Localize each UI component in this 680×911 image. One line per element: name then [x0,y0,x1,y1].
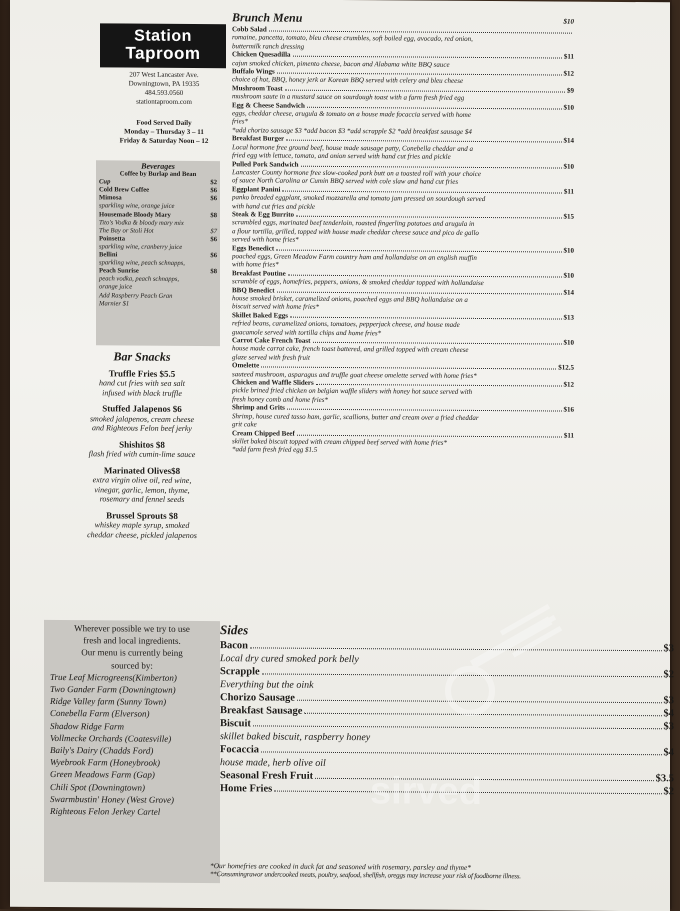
brunch-item-desc: fried egg with lettuce, tomato, and onion served with hand cut fries and pickle [232,151,451,161]
hours-line: Monday – Thursday 3 – 11 [124,127,204,137]
brunch-item-desc: of sauce North Carolina or Cumin BBQ served with cole slaw and hand cut fries [232,176,459,187]
snack-desc: extra virgin olive oil, red wine, [92,475,192,485]
brunch-item-name: Mushroom Toast [232,84,283,93]
dot-leader [307,105,562,109]
side-item-row [220,782,674,798]
side-item-desc: house made, herb olive oil [220,757,326,769]
source-farm: Two Gander Farm (Downingtown) [50,683,176,695]
brunch-item-price: $14 [563,136,574,145]
brunch-item-price: $10 [563,271,574,280]
brunch-item-desc: a flour tortilla, grilled, topped with house made cheddar cheese sauce and pico de gallo [232,226,479,237]
brunch-item-name: Breakfast Poutine [232,269,286,278]
restaurant-logo [100,23,226,68]
side-item-price: $3 [663,695,674,707]
brunch-item-desc: with hand cut fries and pickle [232,201,316,211]
dot-leader [285,88,565,92]
dot-leader [253,724,662,729]
brunch-item-price: $15 [563,212,574,221]
dot-leader [261,366,556,370]
dot-leader [296,215,561,219]
sources-intro: fresh and local ingredients. [83,635,181,647]
brunch-menu-section [232,10,574,456]
brunch-item-desc: skillet baked biscuit topped with cream chipped beef served with home fries* [232,437,447,447]
brunch-item-desc: scramble of eggs, homefries, peppers, onions, & smoked cheddar topped with hollandaise [232,277,484,288]
dot-leader [293,55,562,59]
brunch-item-name: Egg & Cheese Sandwich [232,100,305,110]
bev-row: Cold Brew Coffee $6 [99,186,217,195]
dot-leader [288,273,562,277]
brunch-item-desc: house made carrot cake, french toast battered, and grilled topped with cream cheese [232,344,469,355]
brunch-item-desc: mushroom saute in a mustard sauce on sourdough toast with a farm fresh fried egg [232,92,465,103]
footer-note: *Our homefries are cooked in duck fat and seasoned with rosemary, parsley and thyme* [210,861,471,872]
brunch-item-desc: panko breaded eggplant, smoked mozzarella and tomato jam pressed on sourdough served [232,193,486,204]
side-item-price: $3 [663,643,674,655]
address-web: stationtaproom.com [136,97,192,106]
bev-row: Peach Sunrise $8 [99,267,217,276]
bev-desc: sparkling wine, orange juice [99,202,175,211]
brunch-item-price: $10 [563,103,574,112]
brunch-item-desc: choice of hot, BBQ, honey jerk or Korean BBQ served with celery and bleu cheese [232,75,464,86]
dot-leader [304,712,661,716]
brunch-item-desc: pickle brined fried chicken on belgian waffle sliders with honey hot sauce served with [232,386,473,397]
footer-note: **Consumingrawor undercooked meats, poultry, seafood, shellfish, oreggs may increase your risk of foodborne illness. [210,870,521,881]
brunch-item-desc: Shrimp, house cured tasso ham, garlic, scallions, butter and cream over a fried cheddar [232,411,479,422]
snack-item [68,369,216,399]
brunch-item-desc: Lancaster County hormone free slow-cooked pork butt on a toasted roll with your choice [232,168,481,178]
source-farm: True Leaf Microgreens(Kimberton) [50,671,177,683]
brunch-item-desc: cajun smoked chicken, pimento cheese, bacon and Alabama white BBQ sauce [232,58,450,69]
brunch-item-price: $12 [563,69,574,78]
sides-title: Sides [220,622,249,638]
side-item-name: Scrapple [220,666,260,678]
hours-block [100,118,228,146]
brunch-item-desc: biscuit served with home fries* [232,302,320,312]
snack-name: Truffle Fries $5.5 [108,367,176,379]
brunch-item-price: $9 [567,86,574,95]
dot-leader [297,699,662,704]
brunch-item-name: Skillet Baked Eggs [232,311,289,320]
hours-line: Friday & Saturday Noon – 12 [119,136,209,146]
sources-intro: sourced by: [111,660,153,671]
brunch-item-name: Chicken and Waffle Sliders [232,378,314,387]
brunch-item-name: Steak & Egg Burrito [232,210,295,219]
source-farm: Shadow Ridge Farm [50,720,124,732]
address-city: Downingtown, PA 19335 [128,79,200,89]
snack-desc: and Righteous Felon beef jerky [92,423,192,433]
dot-leader [297,433,562,437]
brunch-item-price: $10 [563,246,574,255]
source-farm: Swarmbustin' Honey (West Grove) [50,793,174,805]
bev-desc: sparkling wine, peach schnapps, [99,259,185,268]
bar-snacks-section [68,348,216,617]
snack-desc: whiskey maple syrup, smoked [94,520,190,530]
source-farm: Righteous Felon Jerkey Cartel [50,806,161,817]
sources-box [44,620,220,883]
footer-notes [210,861,680,882]
logo-line-1: Station [134,27,192,45]
side-item-price: $3 [663,721,674,733]
brunch-item-name: Eggplant Panini [232,184,281,194]
brunch-item-desc: served with home fries* [232,235,299,244]
brunch-item-price: $11 [563,431,574,440]
bev-desc: orange juice [99,283,133,291]
snack-name: Brussel Sprouts $8 [106,509,178,521]
address-block [100,70,228,107]
snack-desc: infused with black truffle [102,387,182,398]
address-street: 207 West Lancaster Ave. [129,70,199,80]
snack-item [68,404,216,434]
bev-row: The Bay or Stoli Hot $7 [99,227,217,235]
side-item-name: Home Fries [220,783,273,795]
brunch-item-desc: *add chorizo sausage $3 *add bacon $3 *add scrapple $2 *add breakfast sausage $4 [232,126,472,136]
brunch-item-name: BBQ Benedict [232,285,275,295]
side-item-price: $4 [663,708,674,720]
bev-desc: Marnier $1 [99,299,130,308]
brunch-item-desc: Local hormone free ground beef, house made sausage patty, Conebella cheddar and a [232,142,473,153]
dot-leader [316,383,562,387]
snack-desc: rosemary and fennel seeds [99,494,185,504]
dot-leader [315,777,653,781]
dot-leader [262,672,662,677]
brunch-item-desc: *add farm fresh fried egg $1.5 [232,445,318,455]
brunch-item-price: $11 [563,52,574,61]
coffee-title: Coffee by Burlap and Bean [119,170,197,179]
brunch-title: Brunch Menu [232,10,303,25]
dot-leader [276,248,561,252]
dot-leader [261,750,661,755]
snack-desc: hand cut fries with sea salt [99,378,185,388]
snack-name: Stuffed Jalapenos $6 [102,403,182,414]
brunch-item-price: $16 [563,405,574,414]
brunch-item-desc: grit cake [232,420,257,429]
brunch-item-desc: refried beans, caramelized onions, tomatoes, pepperjack cheese, and house made [232,319,460,330]
snack-item [68,440,216,460]
brunch-item-name: Eggs Benedict [232,243,275,253]
brunch-item-price: $10 [563,162,574,171]
brunch-item-desc: poached eggs, Green Meadow Farm country ham and hollandaise on an english muffin [232,252,477,262]
snack-item [68,466,216,505]
side-item-price: $2 [663,786,674,798]
side-item-name: Seasonal Fresh Fruit [220,770,314,782]
brunch-item-price: $12.5 [558,363,574,372]
side-item-price: $2 [663,669,674,681]
snack-desc: smoked jalapenos, cream cheese [89,413,195,424]
brunch-item-desc: romaine, pancetta, tomato, bleu cheese crumbles, soft boiled egg, avocado, red onion, [232,33,473,44]
bev-desc: peach vodka, peach schnapps, [99,275,180,284]
brunch-item-name: Buffalo Wings [232,67,275,76]
bev-row: Bellini $6 [99,251,217,260]
side-item-price: $3.5 [655,773,674,785]
dot-leader [274,790,661,795]
watermark-text: sirved [370,770,482,813]
brunch-item-desc: glaze served with fresh fruit [232,353,310,362]
brunch-item-desc: scrambled eggs, marinated beef tenderloin, roasted fingerling potatoes and arugula in [232,218,475,229]
side-item-price: $4 [663,747,674,759]
bev-row: Housemade Bloody Mary $8 [99,210,217,219]
snack-desc: cheddar cheese, pickled jalapenos [87,529,197,540]
bar-snacks-title: Bar Snacks [113,349,171,364]
snack-name: Marinated Olives$8 [103,464,181,476]
brunch-item-price: $12 [563,380,574,389]
source-farm: Green Meadows Farm (Gap) [50,769,155,781]
brunch-item-desc: buttermilk ranch dressing [232,42,305,51]
hours-line: Food Served Daily [136,118,192,127]
source-farm: Chili Spot (Downingtown) [50,781,146,793]
sources-intro: Our menu is currently being [81,647,183,659]
dot-leader [269,30,572,34]
dot-leader [277,290,562,294]
sides-section [220,623,674,798]
brunch-item-name: Omelette [232,361,260,370]
side-item-name: Chorizo Sausage [220,692,295,704]
bev-desc: Tito's Vodka & bloody mary mix [99,218,184,227]
bev-row: Cup $2 [99,178,217,187]
logo-line-2: Taproom [125,43,201,64]
dot-leader [250,646,661,651]
dot-leader [286,139,561,143]
brunch-item-desc: house smoked brisket, caramelized onions, poached eggs and BBQ hollandaise on a [232,294,468,304]
dot-leader [287,408,562,412]
side-item-name: Biscuit [220,718,251,730]
dot-leader [290,315,561,319]
brunch-item-desc: eggs, cheddar cheese, arugula & tomato on a house made focaccia served with home [232,109,471,119]
brunch-item-name: Chicken Quesadilla [232,50,291,59]
brunch-item-name: Cream Chipped Beef [232,428,295,438]
snack-desc: vinegar, garlic, lemon, thyme, [94,484,190,495]
brunch-item-name: Shrimp and Grits [232,403,285,412]
snack-item [68,511,216,541]
dot-leader [282,189,561,193]
dot-leader [313,341,562,345]
brunch-item-desc: fries* [232,117,248,126]
brunch-item-desc: guacamole served with tortilla chips and home fries* [232,327,382,337]
beverages-title: Beverages [141,161,175,171]
brunch-item-price: $13 [563,313,574,322]
source-farm: Baily's Dairy (Chadds Ford) [50,745,154,756]
bev-desc: sparkling wine, cranberry juice [99,243,183,251]
brunch-item-name: Breakfast Burger [232,134,285,143]
brunch-item-name: Carrot Cake French Toast [232,336,311,345]
side-item-desc: Local dry cured smoked pork belly [220,653,359,666]
side-item-desc: Everything but the oink [220,679,314,691]
brunch-item-name: Cobb Salad [232,25,267,34]
side-item-name: Focaccia [220,744,260,756]
dot-leader [301,164,562,168]
source-farm: Ridge Valley farm (Sunny Town) [50,696,167,708]
bev-row: Mimosa $6 [99,194,217,203]
beverages-box [96,160,220,346]
bev-desc: Add Raspberry Peach Gran [99,291,173,300]
address-phone: 484.593.0560 [144,88,184,97]
dot-leader [277,72,562,76]
bev-row: Poinsetta $6 [99,235,217,243]
side-item-name: Breakfast Sausage [220,705,303,717]
side-item-desc: skillet baked biscuit, raspberry honey [220,731,371,744]
source-farm: Wyebrook Farm (Honeybrook) [50,757,160,768]
source-farm: Conebella Farm (Elverson) [50,708,150,720]
brunch-item-price: $11 [563,187,574,196]
brunch-item-desc: with home fries* [232,260,279,269]
brunch-item-price: $14 [563,288,574,297]
sources-intro: Wherever possible we try to use [74,623,190,634]
brunch-item-name: Pulled Pork Sandwich [232,159,299,169]
source-farm: Vollmecke Orchards (Coatesville) [50,732,172,744]
snack-name: Shishitos $8 [119,438,165,450]
snack-desc: flash fried with cumin-lime sauce [88,449,196,459]
brunch-title-price: $10 [563,17,574,26]
side-item-name: Bacon [220,640,249,652]
brunch-item-desc: fresh honey comb and home fries* [232,395,328,404]
menu-paper [10,0,674,911]
brunch-item-price: $10 [563,338,574,347]
brunch-item-desc: sauteed mushroom, asparagus and truffle goat cheese omelette served with home fries* [232,369,477,380]
